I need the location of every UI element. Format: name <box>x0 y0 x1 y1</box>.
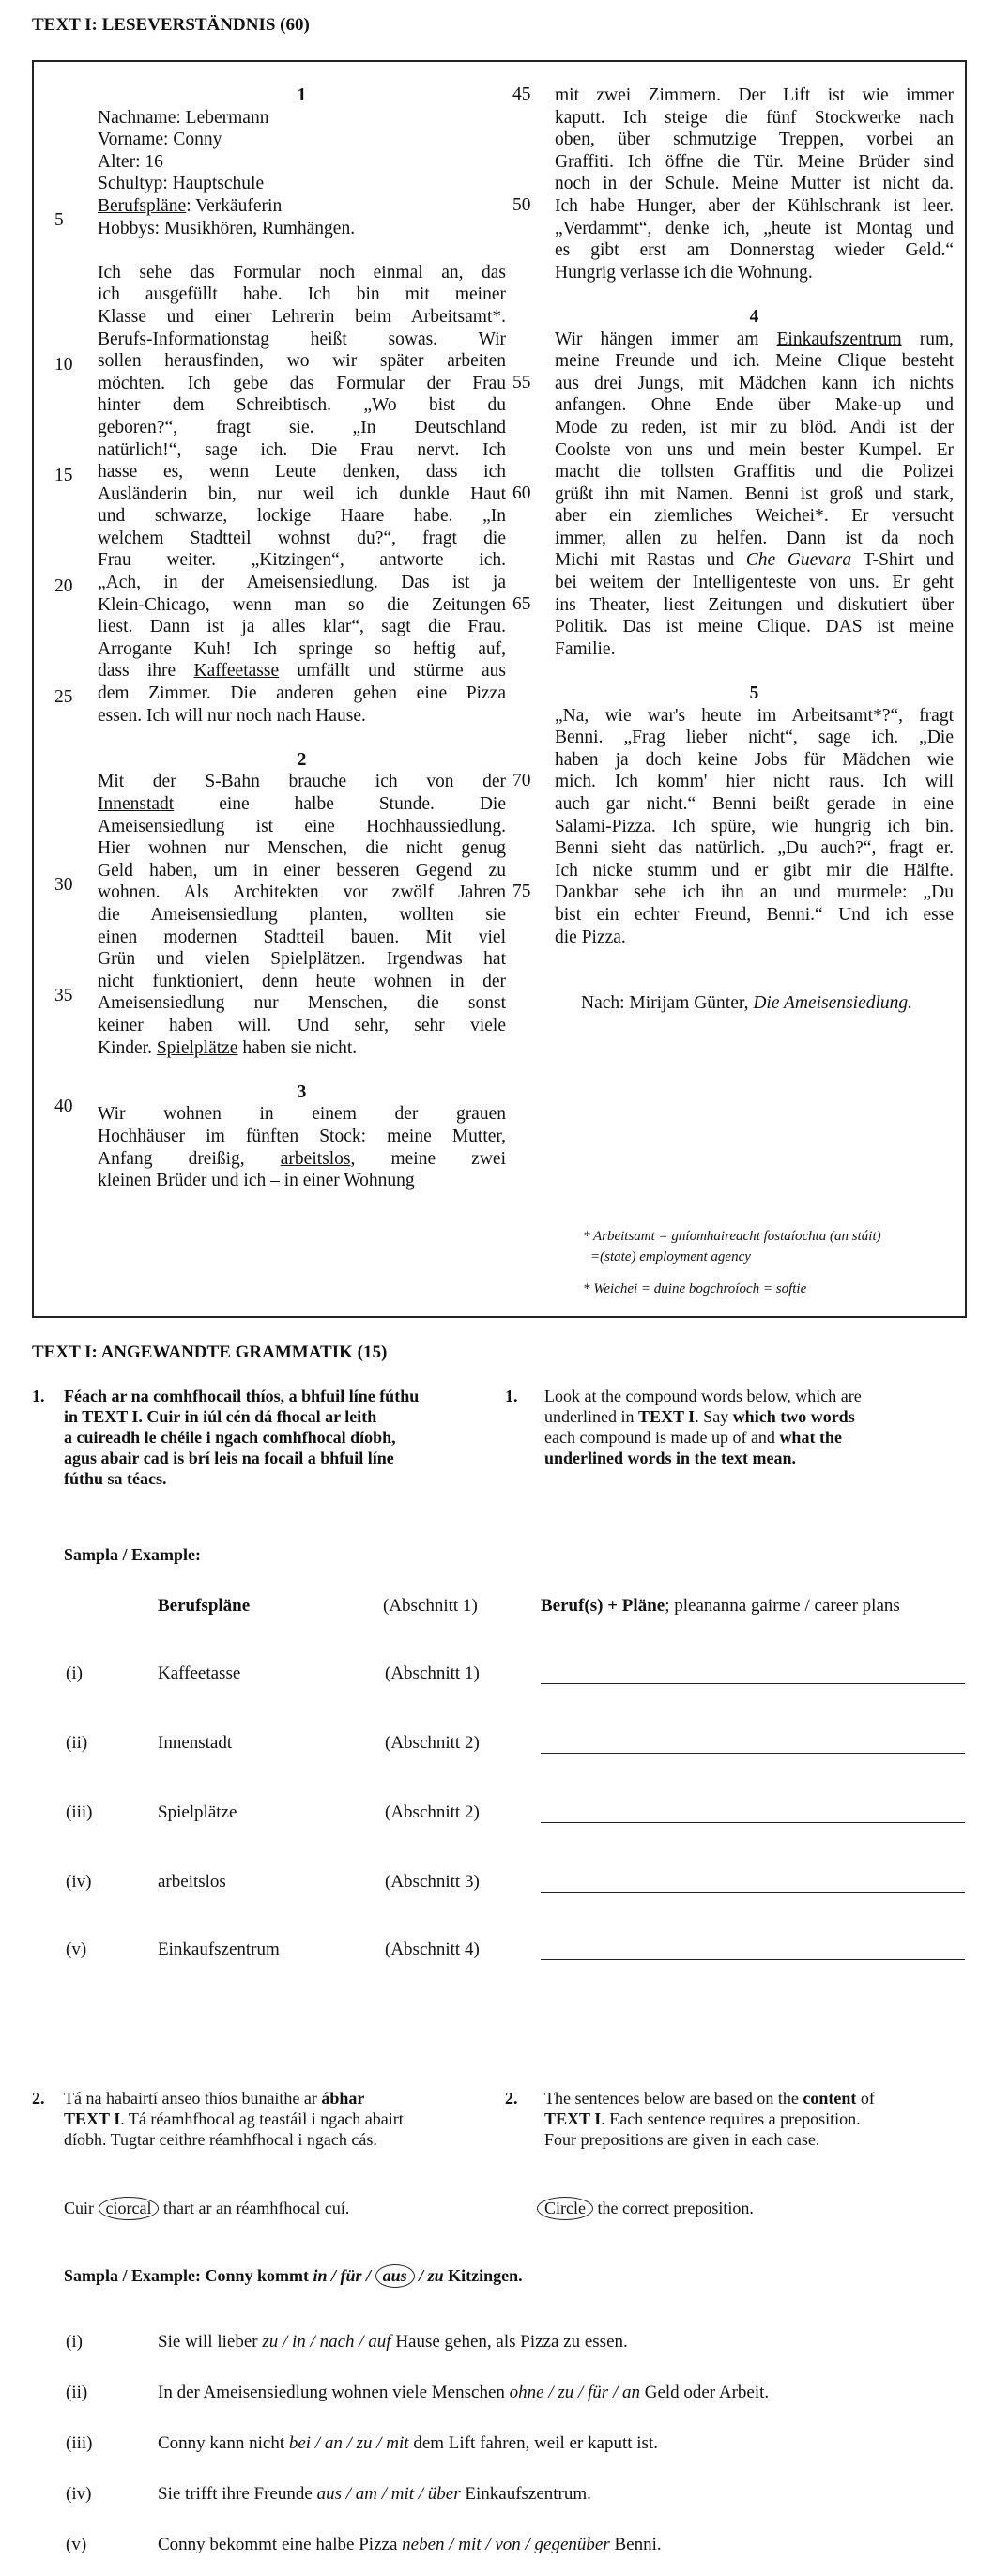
item-number: (ii) <box>66 1733 88 1753</box>
text-line: Grün und vielen Spielplätzen. Irgendwas hat <box>98 949 506 970</box>
line-number: 35 <box>54 986 73 1005</box>
text-line: Ameisensiedlung nur Menschen, die sonst <box>98 993 506 1014</box>
item-section: (Abschnitt 2) <box>385 1802 480 1822</box>
text-line: sollen herausfinden, wo wir später arbeiten <box>98 351 506 372</box>
grammar-title: TEXT I: ANGEWANDTE GRAMMATIK (15) <box>32 1342 388 1362</box>
q1-irish-instructions <box>64 1386 458 1489</box>
underlined-word: Innenstadt <box>98 794 175 814</box>
text-fragment: In der Ameisensiedlung wohnen viele Menschen <box>158 2383 510 2402</box>
text-fragment: Sampla / Example: Conny kommt <box>64 2266 313 2285</box>
text-line: mit zwei Zimmern. Der Lift ist wie immer <box>555 85 954 105</box>
underlined-word: Spielplätze <box>156 1037 238 1058</box>
question-number: 2. <box>32 2089 45 2108</box>
left-column <box>98 84 506 1192</box>
sentence-number: (v) <box>66 2535 87 2554</box>
text-line: mich. Ich komm' hier nicht raus. Ich will <box>555 772 954 792</box>
text-line: „Verdammt“, denke ich, „heute ist Montag und <box>555 218 954 238</box>
text-line: Graffiti. Ich öffne die Tür. Meine Brüder sind <box>555 151 954 172</box>
text-fragment: Anfang dreißig, <box>98 1148 281 1169</box>
section-number: 5 <box>749 683 759 704</box>
instruction-line <box>64 2088 467 2108</box>
text-fragment: in / für / <box>313 2266 375 2285</box>
paragraph-4-tail <box>555 572 954 660</box>
text-fragment: of <box>856 2089 875 2108</box>
underlined-word: Einkaufszentrum <box>776 329 902 349</box>
item-section: (Abschnitt 1) <box>385 1664 480 1683</box>
text-fragment: , meine zwei <box>350 1148 506 1169</box>
section-number: 4 <box>749 306 759 327</box>
line-number: 5 <box>54 210 64 230</box>
circled-word: aus <box>375 2264 415 2288</box>
underlined-word: Berufspläne <box>98 195 187 216</box>
footnote-weichei: * Weichei = duine bogchroíoch = softie <box>583 1281 807 1296</box>
text-fragment: TEXT I <box>64 2109 121 2128</box>
text-fragment: TEXT I <box>82 1407 139 1426</box>
text-line: „Ach, in der Ameisensiedlung. Das ist ja <box>98 573 506 593</box>
text-line: Frau weiter. „Kitzingen“, antworte ich. <box>98 550 506 571</box>
text-fragment: umfällt und stürme aus <box>279 661 507 682</box>
preposition-sentence <box>158 2332 628 2353</box>
instruction-line: Look at the compound words below, which are <box>544 1387 862 1405</box>
line-number: 75 <box>512 882 531 901</box>
line-number: 30 <box>54 875 73 895</box>
text-fragment: Benni. <box>609 2535 662 2554</box>
text-line: nicht funktioniert, denn heute wohnen in der <box>98 971 506 991</box>
text-fragment: eine halbe Stunde. Die <box>174 794 506 814</box>
text-line <box>98 660 506 682</box>
answer-line[interactable] <box>541 1958 965 1960</box>
text-line: Hier wohnen nur Menschen, die nicht genug <box>98 838 506 859</box>
item-number: (iii) <box>66 1802 93 1822</box>
answer-line[interactable] <box>541 1821 965 1823</box>
text-fragment: Einkaufszentrum. <box>460 2484 591 2504</box>
paragraph-2 <box>98 816 506 1037</box>
text-line: Wir wohnen in einem der grauen <box>98 1104 506 1125</box>
text-line: Ich habe Hunger, aber der Kühlschrank ist leer. <box>555 195 954 216</box>
instruction-line: Four prepositions are given in each case. <box>544 2130 820 2149</box>
line-number: 20 <box>54 576 73 596</box>
text-line: essen. Ich will nur noch nach Hause. <box>98 705 366 726</box>
text-line: möchten. Ich gebe das Formular der Frau <box>98 373 506 393</box>
form-line: Nachname: Lebermann <box>98 107 269 128</box>
text-line: kleinen Brüder und ich – in einer Wohnung <box>98 1171 415 1191</box>
instruction-line <box>544 1427 957 1448</box>
text-fragment: dass ihre <box>98 661 194 682</box>
text-line: keiner haben will. Und sehr, sehr viele <box>98 1015 506 1035</box>
text-line: aus drei Jungs, mit Mädchen kann ich nichts <box>555 373 954 393</box>
text-line: einen modernen Stadtteil bauen. Mit viel <box>98 927 506 947</box>
text-line: Klasse und einer Lehrerin beim Arbeitsamt*. <box>98 306 506 327</box>
sentence-number: (iii) <box>66 2433 93 2453</box>
line-number: 50 <box>512 195 531 215</box>
instruction-line <box>544 2088 957 2108</box>
text-line: ich ausgefüllt habe. Ich bin mit meiner <box>98 284 506 305</box>
preposition-options[interactable]: zu / in / nach / auf <box>262 2332 391 2352</box>
footnote-text: * Arbeitsamt = gníomhaireacht fostaíochta (an stáit) <box>583 1229 881 1244</box>
text-fragment: each compound is made up of and <box>544 1428 780 1447</box>
text-line: bist ein echter Freund, Benni.“ Und ich esse <box>555 904 954 925</box>
text-line: hinter dem Schreibtisch. „Wo bist du <box>98 395 506 416</box>
sentence-number: (iv) <box>66 2484 92 2504</box>
text-line: immer, allen zu helfen. Dann ist da noch <box>555 528 954 548</box>
text-fragment: cad is brí leis na focail a bhfuil líne <box>143 1449 394 1467</box>
paragraph-4 <box>555 350 954 549</box>
circled-word: ciorcal <box>99 2197 160 2220</box>
line-number: 10 <box>54 355 73 375</box>
text-line: haben ja doch keine Jobs für Mädchen wie <box>555 749 954 770</box>
text-line: Benni sieht das natürlich. „Du auch?“, fragt er. <box>555 838 954 859</box>
paragraph-1-tail <box>98 682 506 727</box>
item-number: (iv) <box>66 1872 92 1892</box>
text-line: Hungrig verlasse ich die Wohnung. <box>555 262 813 283</box>
text-fragment: Geld oder Arbeit. <box>639 2383 770 2402</box>
text-fragment: haben sie nicht. <box>237 1037 358 1058</box>
section-number: 3 <box>297 1081 307 1102</box>
text-line: welchem Stadtteil wohnst du?“, fragt die <box>98 528 506 548</box>
text-fragment: Che Guevara <box>745 550 852 571</box>
line-number: 15 <box>54 466 73 485</box>
instruction-line: fúthu sa téacs. <box>64 1469 167 1488</box>
text-fragment: in <box>64 1407 83 1426</box>
text-line: Salami-Pizza. Ich spüre, wie hungrig ich bin. <box>555 816 954 836</box>
preposition-options[interactable]: bei / an / zu / mit <box>288 2433 409 2453</box>
section-number: 2 <box>297 749 307 770</box>
preposition-options[interactable]: aus / am / mit / über <box>316 2484 461 2504</box>
right-column <box>555 84 954 1015</box>
q1-english-instructions <box>544 1386 957 1468</box>
item-section: (Abschnitt 2) <box>385 1733 480 1753</box>
paragraph-1 <box>98 262 506 661</box>
text-line: Geld haben, um in einer besseren Gegend zu <box>98 860 506 881</box>
text-line: Mit der S-Bahn brauche ich von der <box>98 772 506 792</box>
answer-line[interactable] <box>541 1682 965 1684</box>
item-word: Innenstadt <box>158 1733 233 1753</box>
text-line: Politik. Das ist meine Clique. DAS ist meine <box>555 617 954 637</box>
underlined-word: Kaffeetasse <box>193 661 280 682</box>
text-line: auch gar nicht.“ Benni beißt gerade in eine <box>555 794 954 814</box>
item-word: arbeitslos <box>158 1872 226 1892</box>
instruction-line <box>64 1406 458 1427</box>
preposition-sentence <box>158 2383 769 2403</box>
line-number: 55 <box>512 373 531 392</box>
text-line: kaputt. Ich steige die fünf Stockwerke nach <box>555 107 954 128</box>
form-line: Hobbys: Musikhören, Rumhängen. <box>98 218 356 238</box>
instruction-line: a cuireadh le chéile i ngach comhfhocal díobh, <box>64 1428 396 1447</box>
text-line: meine Freunde und ich. Meine Clique besteht <box>555 351 954 372</box>
text-fragment: Die Ameisensiedlung. <box>753 993 913 1014</box>
text-line: natürlich!“, sage ich. Die Frau nervt. Ich <box>98 439 506 460</box>
answer-line[interactable] <box>541 1752 965 1754</box>
text-fragment: thart ar an réamhfhocal cuí. <box>159 2199 350 2217</box>
text-line: hasse es, wenn Leute denken, dass ich <box>98 462 506 483</box>
text-line: liest. Dann ist ja alles klar“, sagt die Frau. <box>98 617 506 637</box>
line-number: 25 <box>54 687 73 707</box>
text-fragment: . Cuir in iúl <box>138 1407 226 1426</box>
text-line: Coolste von uns und mein bester Kumpel. Er <box>555 439 954 460</box>
underlined-word: arbeitslos <box>280 1148 351 1169</box>
preposition-sentence <box>158 2484 591 2505</box>
text-line: Ausländerin bin, nur weil ich dunkle Haut <box>98 483 506 504</box>
question-number: 1. <box>505 1387 518 1405</box>
text-line: die Pizza. <box>555 927 626 947</box>
text-line: oben, über schmutzige Treppen, vorbei an <box>555 130 954 150</box>
text-line: Arrogante Kuh! Ich springe so heftig auf, <box>98 638 506 659</box>
text-fragment: agus abair <box>64 1449 144 1467</box>
instruction-line <box>64 2108 467 2129</box>
cuir-instruction <box>64 2197 349 2220</box>
instruction-line: Féach ar na comhfhocail thíos, a bhfuil líne fúthu <box>64 1387 420 1405</box>
paragraph-5 <box>555 705 954 949</box>
instruction-line <box>544 2108 957 2129</box>
text-fragment: which two words <box>732 1407 855 1426</box>
text-line: die Ameisensiedlung planten, wollten sie <box>98 904 506 925</box>
text-fragment: TEXT I <box>637 1407 696 1426</box>
preposition-example <box>64 2264 523 2288</box>
text-line: anfangen. Ohne Ende über Make-up und <box>555 395 954 416</box>
text-line: es gibt erst am Donnerstag wieder Geld.“ <box>555 240 954 261</box>
source-citation <box>555 992 954 1015</box>
text-fragment: Beruf(s) + Pläne <box>541 1596 665 1616</box>
form-line: Vorname: Conny <box>98 130 222 150</box>
instruction-line: díobh. Tugtar ceithre réamhfhocal i ngach cás. <box>64 2130 377 2149</box>
text-line: ins Theater, liest Zeitungen und diskutiert über <box>555 594 954 615</box>
text-fragment: The sentences below are based on the <box>544 2089 803 2108</box>
text-fragment: underlined in <box>544 1407 638 1426</box>
text-fragment: content <box>803 2089 857 2108</box>
sample-word: Berufspläne <box>158 1596 251 1616</box>
preposition-sentence <box>158 2535 662 2555</box>
item-number: (i) <box>66 1664 83 1683</box>
form-line: Schultyp: Hauptschule <box>98 174 265 194</box>
text-fragment: dem Lift fahren, weil er kaputt ist. <box>408 2433 658 2453</box>
text-line <box>555 549 954 572</box>
preposition-options[interactable]: ohne / zu / für / an <box>509 2383 640 2402</box>
question-number: 2. <box>505 2089 518 2108</box>
sample-label: Sampla / Example: <box>64 1545 202 1564</box>
text-fragment: T-Shirt und <box>851 550 955 571</box>
text-line: bei weitem der Intelligenteste von uns. Er geht <box>555 573 954 593</box>
form-value: : Verkäuferin <box>186 195 283 216</box>
item-number: (v) <box>66 1940 87 1959</box>
instruction-line: underlined words in the text mean. <box>544 1449 797 1467</box>
circled-word: Circle <box>537 2197 593 2220</box>
text-line: Familie. <box>555 638 616 659</box>
text-line: Ich nicke stumm und er gibt mir die Hälfte. <box>555 860 954 881</box>
line-number: 45 <box>512 84 531 104</box>
form-line <box>98 195 506 218</box>
sentence-number: (i) <box>66 2332 83 2352</box>
question-number: 1. <box>32 1387 45 1405</box>
footnote-text: =(state) employment agency <box>590 1250 751 1265</box>
text-line: geboren?“, fragt sie. „In Deutschland <box>98 417 506 437</box>
text-line: Hochhäuser im fünften Stock: meine Mutter, <box>98 1126 506 1146</box>
footnote-arbeitsamt <box>583 1226 881 1267</box>
text-fragment: ; pleananna gairme / career plans <box>665 1596 900 1616</box>
text-line <box>98 793 506 816</box>
text-line: dem Zimmer. Die anderen gehen eine Pizza <box>98 683 506 704</box>
text-line: grüßt ihn mit Namen. Benni ist groß und stark, <box>555 483 954 504</box>
sample-answer <box>541 1596 900 1617</box>
section-number: 1 <box>297 85 307 105</box>
sample-section: (Abschnitt 1) <box>383 1596 478 1616</box>
preposition-sentence <box>158 2433 658 2454</box>
text-fragment: Michi mit Rastas und <box>555 550 746 571</box>
reading-text-box <box>32 60 967 1318</box>
text-fragment: Sie trifft ihre Freunde <box>158 2484 317 2504</box>
answer-line[interactable] <box>541 1891 965 1893</box>
text-line: Ameisensiedlung ist eine Hochhaussiedlung. <box>98 816 506 836</box>
text-line <box>555 329 954 351</box>
text-line: wohnen. Als Architekten vor zwölf Jahren <box>98 882 506 903</box>
line-number: 65 <box>512 594 531 614</box>
q2-irish-instructions <box>64 2088 467 2150</box>
text-fragment: rum, <box>901 329 954 349</box>
item-word: Kaffeetasse <box>158 1664 241 1683</box>
q2-english-instructions <box>544 2088 957 2150</box>
text-fragment: . Tá réamhfhocal ag teastáil i ngach abairt <box>120 2109 404 2128</box>
text-fragment: Tá na habairtí anseo thíos bunaithe ar <box>64 2089 322 2108</box>
text-fragment: the correct preposition. <box>592 2199 754 2217</box>
text-line: Berufs-Informationstag heißt sowas. Wir <box>98 329 506 349</box>
text-fragment: Wir hängen immer am <box>555 329 777 349</box>
line-number: 70 <box>512 771 531 790</box>
text-fragment: Kitzingen. <box>443 2266 523 2285</box>
text-line <box>98 1148 506 1171</box>
text-line: Mode zu reden, ist mir zu blöd. Andi ist der <box>555 417 954 437</box>
item-word: Spielplätze <box>158 1802 237 1822</box>
text-line: macht die tollsten Graffitis und die Polizei <box>555 462 954 483</box>
text-fragment: Conny kann nicht <box>158 2433 289 2453</box>
circle-instruction <box>537 2197 754 2220</box>
instruction-line <box>64 1448 458 1468</box>
text-fragment: Conny bekommt eine halbe Pizza <box>158 2535 403 2554</box>
text-line: „Na, wie war's heute im Arbeitsamt*?“, fragt <box>555 705 954 726</box>
text-fragment: what the <box>779 1428 842 1447</box>
instruction-line <box>544 1406 957 1427</box>
text-line: Ich sehe das Formular noch einmal an, das <box>98 262 506 283</box>
text-fragment: Hause gehen, als Pizza zu essen. <box>390 2332 628 2352</box>
item-section: (Abschnitt 4) <box>385 1940 480 1959</box>
text-fragment: . Each sentence requires a preposition. <box>601 2109 861 2128</box>
item-word: Einkaufszentrum <box>158 1940 280 1959</box>
text-line: Benni. „Frag lieber nicht“, sage ich. „Die <box>555 728 954 748</box>
text-fragment: Cuir <box>64 2199 99 2217</box>
text-fragment: cén dá fhocal ar leith <box>225 1407 377 1426</box>
text-fragment: . Say <box>695 1407 733 1426</box>
sentence-number: (ii) <box>66 2383 88 2402</box>
reading-title: TEXT I: LESEVERSTÄNDNIS (60) <box>32 15 310 35</box>
text-line <box>98 1037 506 1060</box>
text-line: noch in der Schule. Meine Mutter ist nicht da. <box>555 174 954 194</box>
paragraph-3-cont <box>555 84 954 284</box>
text-line: Dankbar sehe ich ihn an und murmele: „Du <box>555 882 954 903</box>
line-number: 40 <box>54 1096 73 1116</box>
text-fragment: Sie will lieber <box>158 2332 263 2352</box>
form-line: Alter: 16 <box>98 151 163 172</box>
item-section: (Abschnitt 3) <box>385 1872 480 1892</box>
text-fragment: / zu <box>414 2266 444 2285</box>
preposition-options[interactable]: neben / mit / von / gegenüber <box>402 2535 610 2554</box>
text-line: aber ein ziemliches Weichei*. Er versucht <box>555 506 954 527</box>
text-fragment: ábhar <box>321 2089 365 2108</box>
text-line: und schwarze, lockige Haare habe. „In <box>98 506 506 527</box>
line-number: 60 <box>512 483 531 503</box>
text-line: Klein-Chicago, wenn man so die Zeitungen <box>98 594 506 615</box>
text-fragment: Nach: Mirijam Günter, <box>581 993 754 1014</box>
text-fragment: TEXT I <box>544 2109 602 2128</box>
text-fragment: Kinder. <box>98 1037 157 1058</box>
